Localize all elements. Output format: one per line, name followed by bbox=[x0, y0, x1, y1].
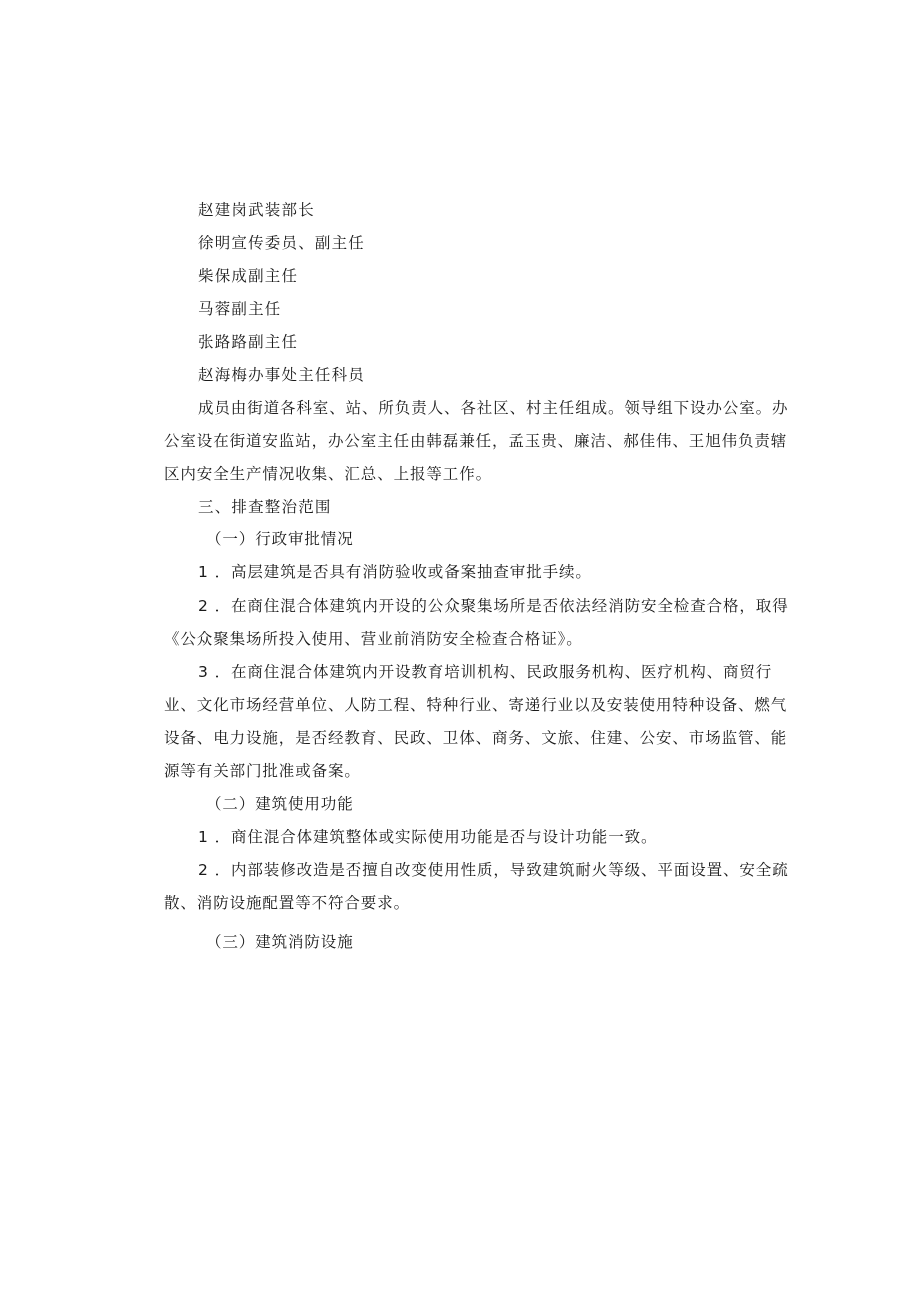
subsection-heading: （一）行政审批情况 bbox=[206, 530, 354, 548]
subsection-heading: （三）建筑消防设施 bbox=[206, 933, 354, 951]
intro-paragraph-line: 公室设在街道安监站，办公室主任由韩磊兼任，孟玉贵、廉洁、郝佳伟、王旭伟负责辖 bbox=[164, 432, 788, 450]
member-line: 徐明宣传委员、副主任 bbox=[198, 234, 366, 252]
list-item-line: 《公众聚集场所投入使用、营业前消防安全检查合格证》。 bbox=[164, 630, 583, 648]
list-item-line: 散、消防设施配置等不符合要求。 bbox=[164, 894, 411, 912]
member-line: 张路路副主任 bbox=[198, 333, 299, 351]
section-heading: 三、排查整治范围 bbox=[198, 498, 332, 516]
member-line: 柴保成副主任 bbox=[198, 267, 299, 285]
list-item: 1 ．高层建筑是否具有消防验收或备案抽查审批手续。 bbox=[198, 563, 592, 581]
subsection-heading: （二）建筑使用功能 bbox=[206, 795, 354, 813]
list-item-line: 2 ．在商住混合体建筑内开设的公众聚集场所是否依法经消防安全检查合格，取得 bbox=[198, 597, 789, 615]
list-item-line: 业、文化市场经营单位、人防工程、特种行业、寄递行业以及安装使用特种设备、燃气 bbox=[164, 696, 788, 714]
member-line: 马蓉副主任 bbox=[198, 300, 282, 318]
list-item-line: 3 ．在商住混合体建筑内开设教育培训机构、民政服务机构、医疗机构、商贸行 bbox=[198, 663, 773, 681]
list-item-line: 2 ．内部装修改造是否擅自改变使用性质，导致建筑耐火等级、平面设置、安全疏 bbox=[198, 861, 789, 879]
list-item: 1 ．商住混合体建筑整体或实际使用功能是否与设计功能一致。 bbox=[198, 828, 658, 846]
list-item-line: 设备、电力设施，是否经教育、民政、卫体、商务、文旅、住建、公安、市场监管、能 bbox=[164, 729, 788, 747]
intro-paragraph-line: 成员由街道各科室、站、所负责人、各社区、村主任组成。领导组下设办公室。办 bbox=[198, 399, 789, 417]
list-item-line: 源等有关部门批准或备案。 bbox=[164, 762, 361, 780]
member-line: 赵建岗武装部长 bbox=[198, 201, 315, 219]
intro-paragraph-line: 区内安全生产情况收集、汇总、上报等工作。 bbox=[164, 465, 493, 483]
member-line: 赵海梅办事处主任科员 bbox=[198, 366, 366, 384]
